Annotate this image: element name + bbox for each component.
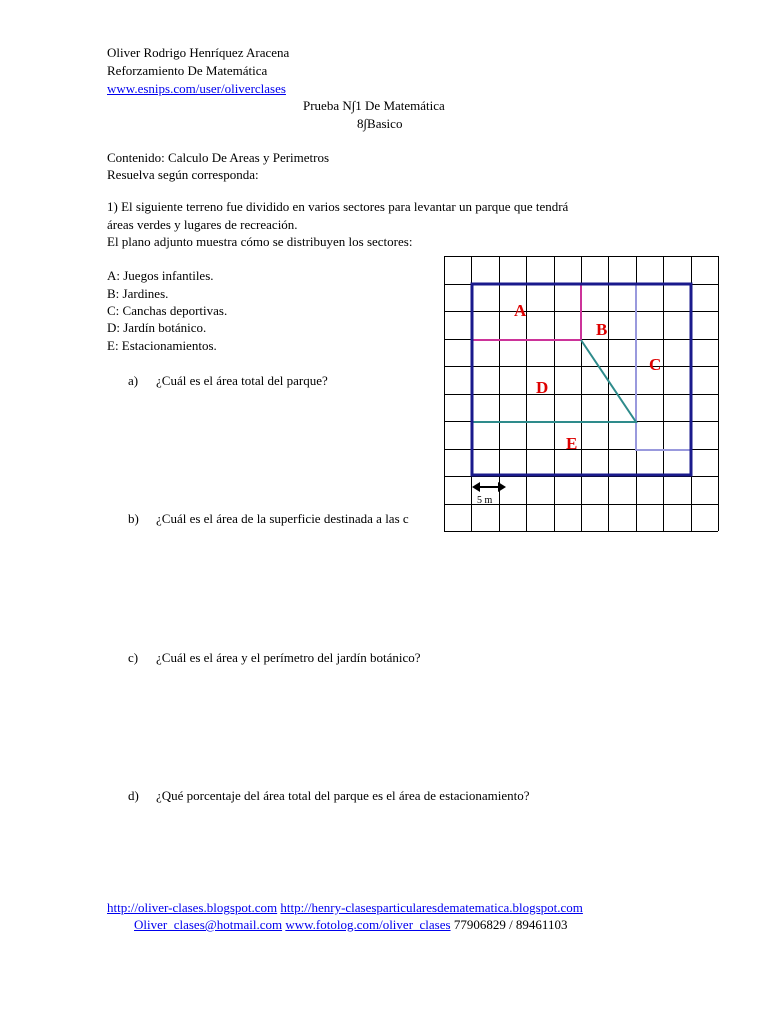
problem-line-1: 1) El siguiente terreno fue dividido en varios sectores para levantar un parque que tendrá (107, 199, 569, 214)
label-c: C (649, 355, 662, 374)
test-title: Prueba N∫1 De Matemática (303, 98, 445, 113)
esnips-link[interactable]: www.esnips.com/user/oliverclases (107, 81, 286, 96)
label-a: A (514, 301, 527, 320)
question-c-label: c) (128, 650, 139, 665)
label-e: E (566, 434, 578, 453)
henry-blog-link[interactable]: http://henry-clasesparticularesdematematica.blogspot.com (280, 900, 583, 915)
question-a-label: a) (128, 373, 139, 388)
question-c (128, 649, 421, 666)
problem-line-3: El plano adjunto muestra cómo se distribuyen los sectores: (107, 234, 413, 249)
sector-item-b: B: Jardines. (107, 286, 169, 301)
question-d (128, 787, 530, 804)
blog-link[interactable]: http://oliver-clases.blogspot.com (107, 900, 278, 915)
label-d: D (536, 378, 549, 397)
email-link[interactable]: Oliver_clases@hotmail.com (134, 917, 283, 932)
question-d-text: ¿Qué porcentaje del área total del parque es el área de estacionamiento? (156, 788, 530, 803)
park-map-figure (444, 256, 720, 534)
content-line: Contenido: Calculo De Areas y Perimetros (107, 150, 330, 165)
sector-item-e: E: Estacionamientos. (107, 338, 217, 353)
footer-links-row (107, 899, 583, 916)
question-a (128, 372, 328, 389)
footer-contact-row (134, 916, 567, 933)
author-name: Oliver Rodrigo Henríquez Aracena (107, 45, 290, 60)
question-d-label: d) (128, 788, 139, 803)
label-b: B (596, 320, 608, 339)
sector-item-c: C: Canchas deportivas. (107, 303, 228, 318)
fotolog-link[interactable]: www.fotolog.com/oliver_clases (285, 917, 451, 932)
question-b-label: b) (128, 511, 139, 526)
instruction-line: Resuelva según corresponda: (107, 167, 259, 182)
scale-label: 5 m (477, 495, 493, 506)
course-name: Reforzamiento De Matemática (107, 63, 268, 78)
phone-numbers: 77906829 / 89461103 (453, 917, 568, 932)
grade-label: 8∫Basico (357, 116, 403, 131)
problem-line-2: áreas verdes y lugares de recreación. (107, 217, 298, 232)
sector-item-d: D: Jardín botánico. (107, 320, 207, 335)
question-c-text: ¿Cuál es el área y el perímetro del jardín botánico? (156, 650, 421, 665)
sector-item-a: A: Juegos infantiles. (107, 268, 214, 283)
question-b-text: ¿Cuál es el área de la superficie destinada a las c (156, 511, 409, 526)
question-b (128, 510, 409, 527)
question-a-text: ¿Cuál es el área total del parque? (156, 373, 328, 388)
